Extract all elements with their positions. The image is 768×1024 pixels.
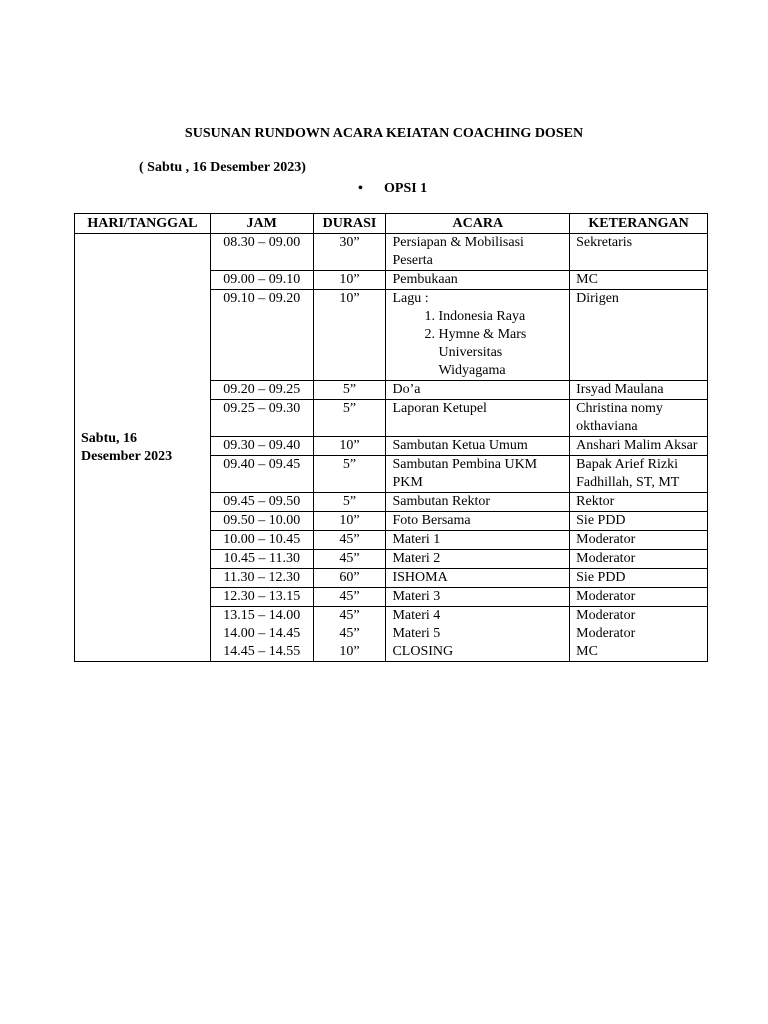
option-label: OPSI 1: [384, 181, 428, 196]
cell-acara: Sambutan Rektor: [386, 493, 570, 512]
cell-jam: 09.25 – 09.30: [210, 400, 313, 437]
bullet-icon: •: [358, 181, 363, 196]
cell-acara: CLOSING: [386, 643, 570, 662]
cell-acara: Pembukaan: [386, 271, 570, 290]
day-line-2: Desember 2023: [81, 448, 173, 464]
cell-keterangan: Rektor: [570, 493, 708, 512]
cell-acara: [386, 290, 570, 381]
cell-acara: Materi 3: [386, 588, 570, 607]
cell-durasi: 45”: [313, 531, 386, 550]
cell-jam: 14.45 – 14.55: [210, 643, 313, 662]
cell-acara: Materi 2: [386, 550, 570, 569]
cell-jam: 08.30 – 09.00: [210, 234, 313, 271]
song-list-label: Lagu :: [392, 291, 429, 306]
cell-jam: 09.50 – 10.00: [210, 512, 313, 531]
cell-keterangan: Sie PDD: [570, 569, 708, 588]
cell-jam: 11.30 – 12.30: [210, 569, 313, 588]
cell-jam: 14.00 – 14.45: [210, 625, 313, 643]
cell-durasi: 30”: [313, 234, 386, 271]
cell-durasi: 10”: [313, 437, 386, 456]
cell-keterangan: MC: [570, 271, 708, 290]
cell-acara: Sambutan Pembina UKM PKM: [386, 456, 570, 493]
cell-keterangan: Sekretaris: [570, 234, 708, 271]
cell-keterangan: Anshari Malim Aksar: [570, 437, 708, 456]
cell-jam: 09.00 – 09.10: [210, 271, 313, 290]
cell-keterangan: Christina nomy okthaviana: [570, 400, 708, 437]
day-line-1: Sabtu, 16: [81, 430, 138, 446]
rundown-table: [74, 213, 708, 662]
cell-acara: Sambutan Ketua Umum: [386, 437, 570, 456]
header-acara: ACARA: [386, 214, 570, 234]
cell-durasi: 60”: [313, 569, 386, 588]
cell-keterangan: Moderator: [570, 625, 708, 643]
cell-acara: Materi 1: [386, 531, 570, 550]
cell-jam: 09.40 – 09.45: [210, 456, 313, 493]
header-keterangan: KETERANGAN: [570, 214, 708, 234]
cell-durasi: 10”: [313, 290, 386, 381]
cell-durasi: 5”: [313, 381, 386, 400]
cell-acara: Foto Bersama: [386, 512, 570, 531]
cell-acara: Laporan Ketupel: [386, 400, 570, 437]
cell-jam: 09.30 – 09.40: [210, 437, 313, 456]
cell-durasi: 10”: [313, 512, 386, 531]
cell-keterangan: Sie PDD: [570, 512, 708, 531]
cell-durasi: 5”: [313, 456, 386, 493]
header-durasi: DURASI: [313, 214, 386, 234]
cell-jam: 09.10 – 09.20: [210, 290, 313, 381]
cell-keterangan: MC: [570, 643, 708, 662]
cell-acara: ISHOMA: [386, 569, 570, 588]
cell-durasi: 10”: [313, 643, 386, 662]
header-hari-tanggal: HARI/TANGGAL: [75, 214, 211, 234]
cell-keterangan: Moderator: [570, 531, 708, 550]
cell-jam: 09.20 – 09.25: [210, 381, 313, 400]
table-row: [75, 234, 708, 271]
cell-durasi: 45”: [313, 625, 386, 643]
cell-durasi: 5”: [313, 493, 386, 512]
cell-durasi: 45”: [313, 550, 386, 569]
cell-acara: Do’a: [386, 381, 570, 400]
cell-keterangan: Irsyad Maulana: [570, 381, 708, 400]
document-title: SUSUNAN RUNDOWN ACARA KEIATAN COACHING DOSEN: [184, 126, 584, 141]
cell-jam: 12.30 – 13.15: [210, 588, 313, 607]
cell-acara: Materi 4: [386, 607, 570, 626]
day-cell: [75, 234, 211, 662]
cell-keterangan: Bapak Arief Rizki Fadhillah, ST, MT: [570, 456, 708, 493]
cell-durasi: 45”: [313, 607, 386, 626]
header-jam: JAM: [210, 214, 313, 234]
cell-keterangan: Dirigen: [570, 290, 708, 381]
cell-durasi: 10”: [313, 271, 386, 290]
table-header-row: [75, 214, 708, 234]
list-item: 2. Hymne & Mars Universitas Widyagama: [438, 326, 563, 380]
cell-keterangan: Moderator: [570, 588, 708, 607]
cell-durasi: 45”: [313, 588, 386, 607]
cell-jam: 09.45 – 09.50: [210, 493, 313, 512]
cell-keterangan: Moderator: [570, 550, 708, 569]
document-subtitle: ( Sabtu , 16 Desember 2023): [139, 160, 306, 175]
cell-keterangan: Moderator: [570, 607, 708, 626]
cell-jam: 10.00 – 10.45: [210, 531, 313, 550]
option-heading: [358, 181, 427, 197]
cell-acara: Materi 5: [386, 625, 570, 643]
cell-acara: Persiapan & Mobilisasi Peserta: [386, 234, 570, 271]
cell-durasi: 5”: [313, 400, 386, 437]
cell-jam: 10.45 – 11.30: [210, 550, 313, 569]
list-item: 1. Indonesia Raya: [438, 308, 563, 326]
cell-jam: 13.15 – 14.00: [210, 607, 313, 626]
song-list: [392, 308, 563, 380]
